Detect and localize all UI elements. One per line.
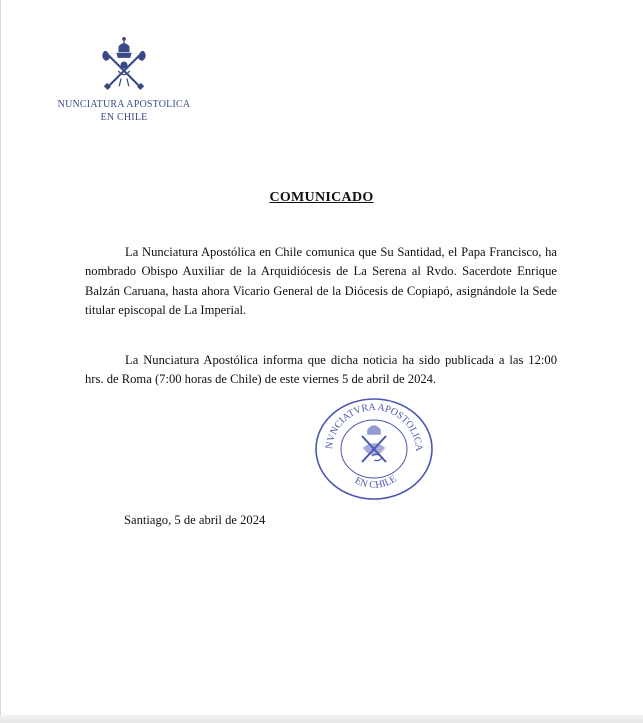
letterhead — [44, 36, 204, 124]
seal-stamp-icon — [312, 396, 436, 502]
body-paragraph-2: La Nunciatura Apostólica informa que dicha noticia ha sido publicada a las 12:00 hrs. de Roma (7:00 horas de Chile) de este viernes 5 de abril de 2024. — [85, 353, 557, 387]
place-and-date: Santiago, 5 de abril de 2024 — [124, 513, 266, 527]
seal-text-top: NVNCIATVRA APOSTOLICA — [324, 401, 425, 452]
page-bottom-edge — [0, 715, 643, 723]
seal-text-bottom: EN CHILE — [352, 473, 399, 491]
papal-crest-icon — [95, 36, 153, 94]
page-edge — [0, 0, 1, 723]
org-name-line-2: EN CHILE — [100, 112, 148, 123]
body-paragraph-1: La Nunciatura Apostólica en Chile comunica que Su Santidad, el Papa Francisco, ha nombrado Obispo Auxiliar de la Arquidiócesis de La Serena al Rvdo. Sacerdote Enrique Balzán Caruana, hasta ahora Vicario General de la Diócesis de Copiapó, asignándole la Sede titular episcopal de La Imperial. — [85, 245, 557, 317]
svg-text:EN CHILE — [353, 473, 399, 490]
document-title: COMUNICADO — [269, 190, 374, 205]
org-name-line-1: NUNCIATURA APOSTOLICA — [57, 99, 191, 110]
